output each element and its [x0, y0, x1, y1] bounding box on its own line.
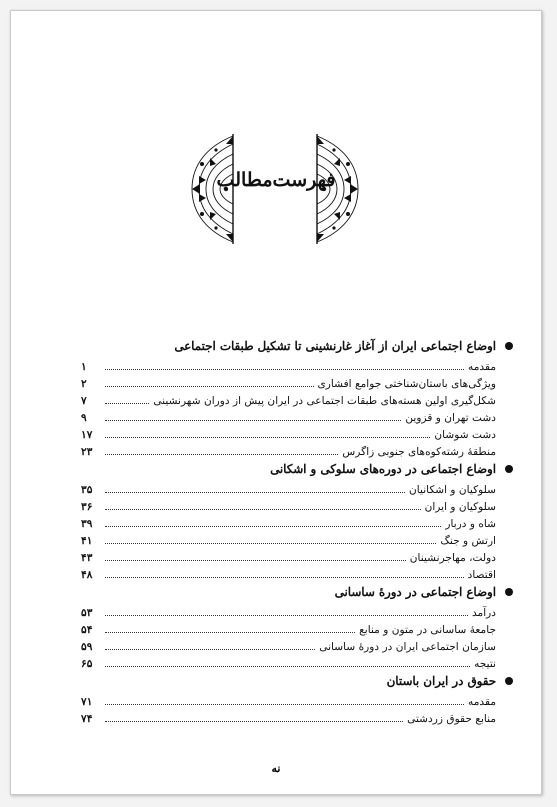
dot-leader — [105, 526, 441, 527]
dot-leader — [105, 454, 338, 455]
entry-title: درآمد — [471, 607, 496, 619]
toc-entry — [81, 547, 496, 564]
toc-entry — [81, 407, 496, 424]
entry-page-number: ۷ — [81, 395, 87, 407]
entry-title: منابع حقوق زردشتی — [407, 713, 496, 725]
toc-entry — [81, 636, 496, 653]
dot-leader — [105, 492, 405, 493]
toc-entry — [81, 602, 496, 619]
toc-entry — [81, 513, 496, 530]
entry-page-number: ۳۵ — [81, 484, 93, 496]
page-title: فهرست‌مطالب — [216, 169, 336, 191]
dot-leader — [105, 386, 314, 387]
dot-leader — [105, 721, 403, 722]
bullet-icon — [505, 342, 513, 350]
toc-section-heading — [81, 458, 513, 479]
dot-leader — [105, 577, 464, 578]
toc-section-heading — [81, 335, 513, 356]
section-heading-text: اوضاع اجتماعی در دورهٔ ساسانی — [334, 584, 496, 599]
bullet-icon — [505, 465, 513, 473]
entry-title: مقدمه — [468, 696, 496, 708]
entry-title: جامعهٔ ساسانی در متون و منابع — [359, 624, 496, 636]
entry-page-number: ۳۹ — [81, 518, 93, 530]
dot-leader — [105, 560, 406, 561]
table-of-contents — [81, 335, 513, 725]
toc-header — [11, 129, 541, 249]
entry-title: شکل‌گیری اولین هسته‌های طبقات اجتماعی در ایران پیش از دوران شهرنشینی — [153, 395, 496, 407]
toc-entry — [81, 441, 496, 458]
entry-title: ویژگی‌های باستان‌شناختی جوامع افشاری — [317, 378, 496, 390]
section-heading-text: اوضاع اجتماعی در دوره‌های سلوکی و اشکانی — [270, 461, 496, 476]
dot-leader — [105, 615, 468, 616]
toc-entry — [81, 708, 496, 725]
dot-leader — [105, 666, 470, 667]
toc-entry — [81, 619, 496, 636]
entry-page-number: ۴۸ — [81, 569, 93, 581]
entry-page-number: ۵۴ — [81, 624, 93, 636]
toc-entry — [81, 356, 496, 373]
entry-page-number: ۴۳ — [81, 552, 93, 564]
entry-title: نتیجه — [474, 658, 496, 670]
entry-title: شاه و دربار — [445, 518, 496, 530]
entry-page-number: ۴۱ — [81, 535, 93, 547]
entry-page-number: ۶۵ — [81, 658, 93, 670]
entry-title: مقدمه — [468, 361, 496, 373]
entry-page-number: ۳۶ — [81, 501, 93, 513]
entry-page-number: ۵۳ — [81, 607, 93, 619]
toc-entry — [81, 653, 496, 670]
entry-title: دشت شوشان — [434, 429, 496, 441]
toc-section-heading — [81, 581, 513, 602]
entry-title: اقتصاد — [467, 569, 496, 581]
toc-entry — [81, 479, 496, 496]
entry-page-number: ۷۴ — [81, 713, 93, 725]
toc-entry — [81, 496, 496, 513]
entry-page-number: ۲۳ — [81, 446, 93, 458]
toc-section-heading — [81, 670, 513, 691]
entry-page-number: ۱۷ — [81, 429, 93, 441]
entry-title: سلوکیان و ایران — [424, 501, 496, 513]
entry-page-number: ۷۱ — [81, 696, 93, 708]
dot-leader — [105, 420, 401, 421]
section-heading-text: اوضاع اجتماعی ایران از آغاز غارنشینی تا تشکیل طبقات اجتماعی — [174, 338, 496, 353]
dot-leader — [105, 369, 464, 370]
entry-title: ارتش و جنگ — [440, 535, 496, 547]
entry-title: دولت، مهاجرنشینان — [409, 552, 496, 564]
entry-page-number: ۵۹ — [81, 641, 93, 653]
dot-leader — [105, 632, 355, 633]
entry-title: منطقهٔ رشته‌کوه‌های جنوبی زاگرس — [342, 446, 496, 458]
toc-entry — [81, 390, 496, 407]
bullet-icon — [505, 588, 513, 596]
toc-entry — [81, 691, 496, 708]
dot-leader — [105, 649, 315, 650]
toc-entry — [81, 564, 496, 581]
dot-leader — [105, 543, 436, 544]
document-page — [10, 10, 542, 795]
toc-entry — [81, 373, 496, 390]
toc-entry — [81, 424, 496, 441]
entry-page-number: ۱ — [81, 361, 87, 373]
entry-title: سلوکیان و اشکانیان — [408, 484, 496, 496]
dot-leader — [105, 509, 421, 510]
entry-title: دشت تهران و قزوین — [405, 412, 496, 424]
dot-leader — [105, 437, 430, 438]
page-number: نه — [271, 762, 281, 775]
dot-leader — [105, 704, 464, 705]
entry-title: سازمان اجتماعی ایران در دورهٔ ساسانی — [319, 641, 496, 653]
entry-page-number: ۹ — [81, 412, 87, 424]
entry-page-number: ۲ — [81, 378, 87, 390]
dot-leader — [105, 403, 149, 404]
section-heading-text: حقوق در ایران باستان — [386, 673, 496, 688]
toc-entry — [81, 530, 496, 547]
bullet-icon — [505, 677, 513, 685]
